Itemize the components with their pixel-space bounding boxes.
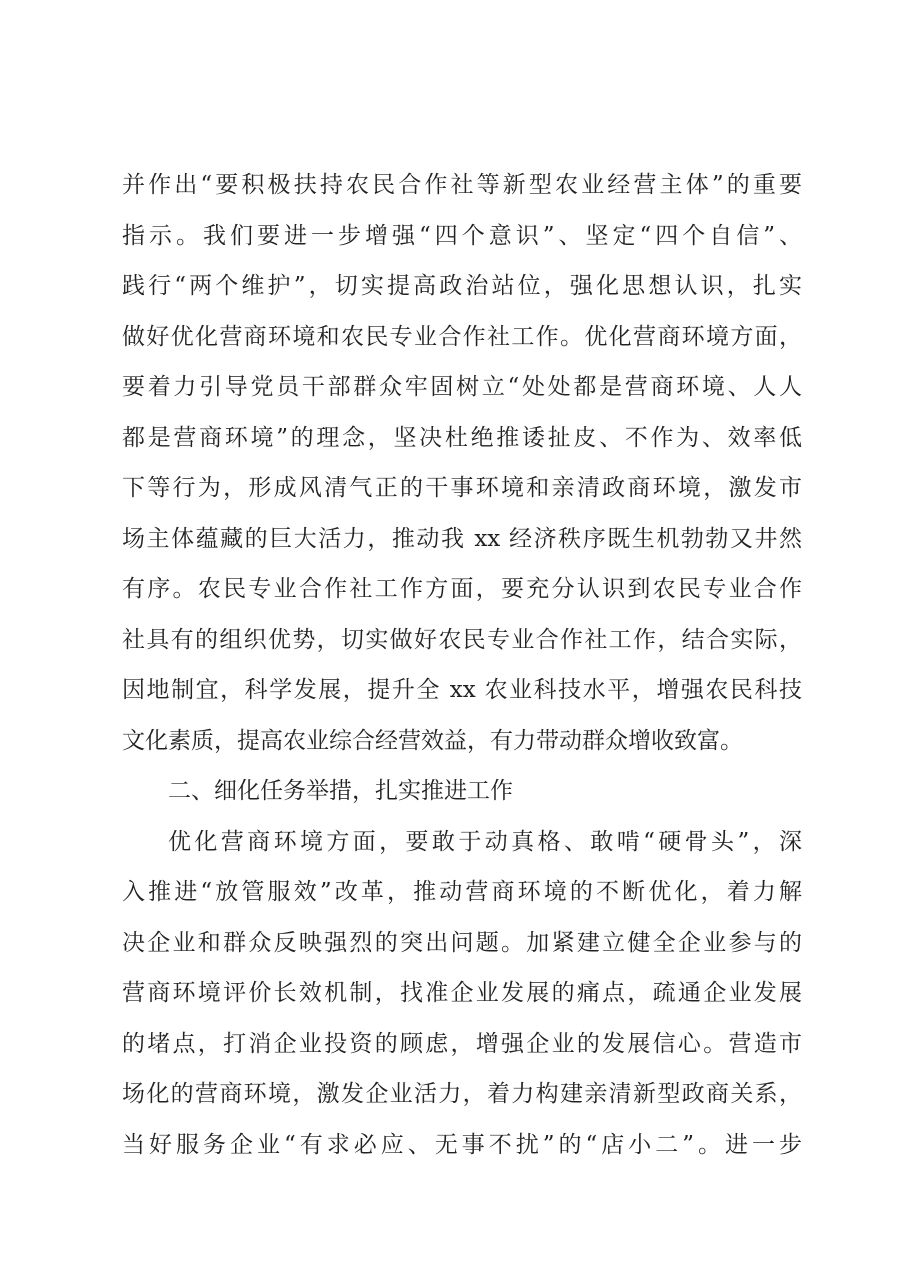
text-line <box>122 716 802 767</box>
text-line <box>122 514 802 565</box>
text-line <box>122 261 802 312</box>
text-line <box>122 160 802 211</box>
text-line-content: 有序。农民专业合作社工作方面，要充分认识到农民专业合作 <box>122 576 802 602</box>
text-line <box>122 968 802 1019</box>
text-line <box>122 564 802 615</box>
text-line <box>122 211 802 262</box>
text-line-content: 入推进“放管服效”改革，推动营商环境的不断优化，着力解 <box>122 879 802 905</box>
text-line <box>122 817 802 868</box>
text-line-content: 并作出“要积极扶持农民合作社等新型农业经营主体”的重要 <box>122 172 802 198</box>
text-line-content: 的堵点，打消企业投资的顾虑，增强企业的发展信心。营造市 <box>122 1030 802 1057</box>
text-line <box>122 1019 802 1070</box>
text-line <box>122 1120 802 1171</box>
body-text <box>122 160 802 1170</box>
text-line <box>122 463 802 514</box>
text-line-content: 优化营商环境方面，要敢于动真格、敢啃“硬骨头”，深 <box>168 828 802 855</box>
text-line-content: 做好优化营商环境和农民专业合作社工作。优化营商环境方面， <box>122 323 802 350</box>
text-line-content: 当好服务企业“有求必应、无事不扰”的“店小二”。进一步 <box>122 1131 802 1158</box>
text-line <box>122 665 802 716</box>
text-line-content: 指示。我们要进一步增强“四个意识”、坚定“四个自信”、 <box>122 222 802 249</box>
text-line-content: 营商环境评价长效机制，找准企业发展的痛点，疏通企业发展 <box>122 980 802 1006</box>
text-line-content: 场主体蕴藏的巨大活力，推动我 xx 经济秩序既生机勃勃又井然 <box>122 525 802 552</box>
text-line <box>122 413 802 464</box>
text-line <box>122 867 802 918</box>
section-heading-text: 二、细化任务举措，扎实推进工作 <box>168 778 513 804</box>
text-line <box>122 615 802 666</box>
text-line <box>122 362 802 413</box>
text-line-content: 决企业和群众反映强烈的突出问题。加紧建立健全企业参与的 <box>122 929 802 956</box>
text-line <box>122 312 802 363</box>
text-line-content: 下等行为，形成风清气正的干事环境和亲清政商环境，激发市 <box>122 475 802 501</box>
text-line-content: 文化素质，提高农业综合经营效益，有力带动群众增收致富。 <box>122 727 743 754</box>
text-line-content: 场化的营商环境，激发企业活力，着力构建亲清新型政商关系， <box>122 1081 802 1107</box>
text-line-content: 践行“两个维护”，切实提高政治站位，强化思想认识，扎实 <box>122 273 802 299</box>
text-line-content: 社具有的组织优势，切实做好农民专业合作社工作，结合实际， <box>122 626 802 653</box>
text-line <box>122 918 802 969</box>
section-heading <box>122 766 802 817</box>
text-line <box>122 1069 802 1120</box>
text-line-content: 要着力引导党员干部群众牢固树立“处处都是营商环境、人人 <box>122 374 802 400</box>
text-line-content: 都是营商环境”的理念，坚决杜绝推诿扯皮、不作为、效率低 <box>122 424 802 451</box>
text-line-content: 因地制宜，科学发展，提升全 xx 农业科技水平，增强农民科技 <box>122 677 802 703</box>
